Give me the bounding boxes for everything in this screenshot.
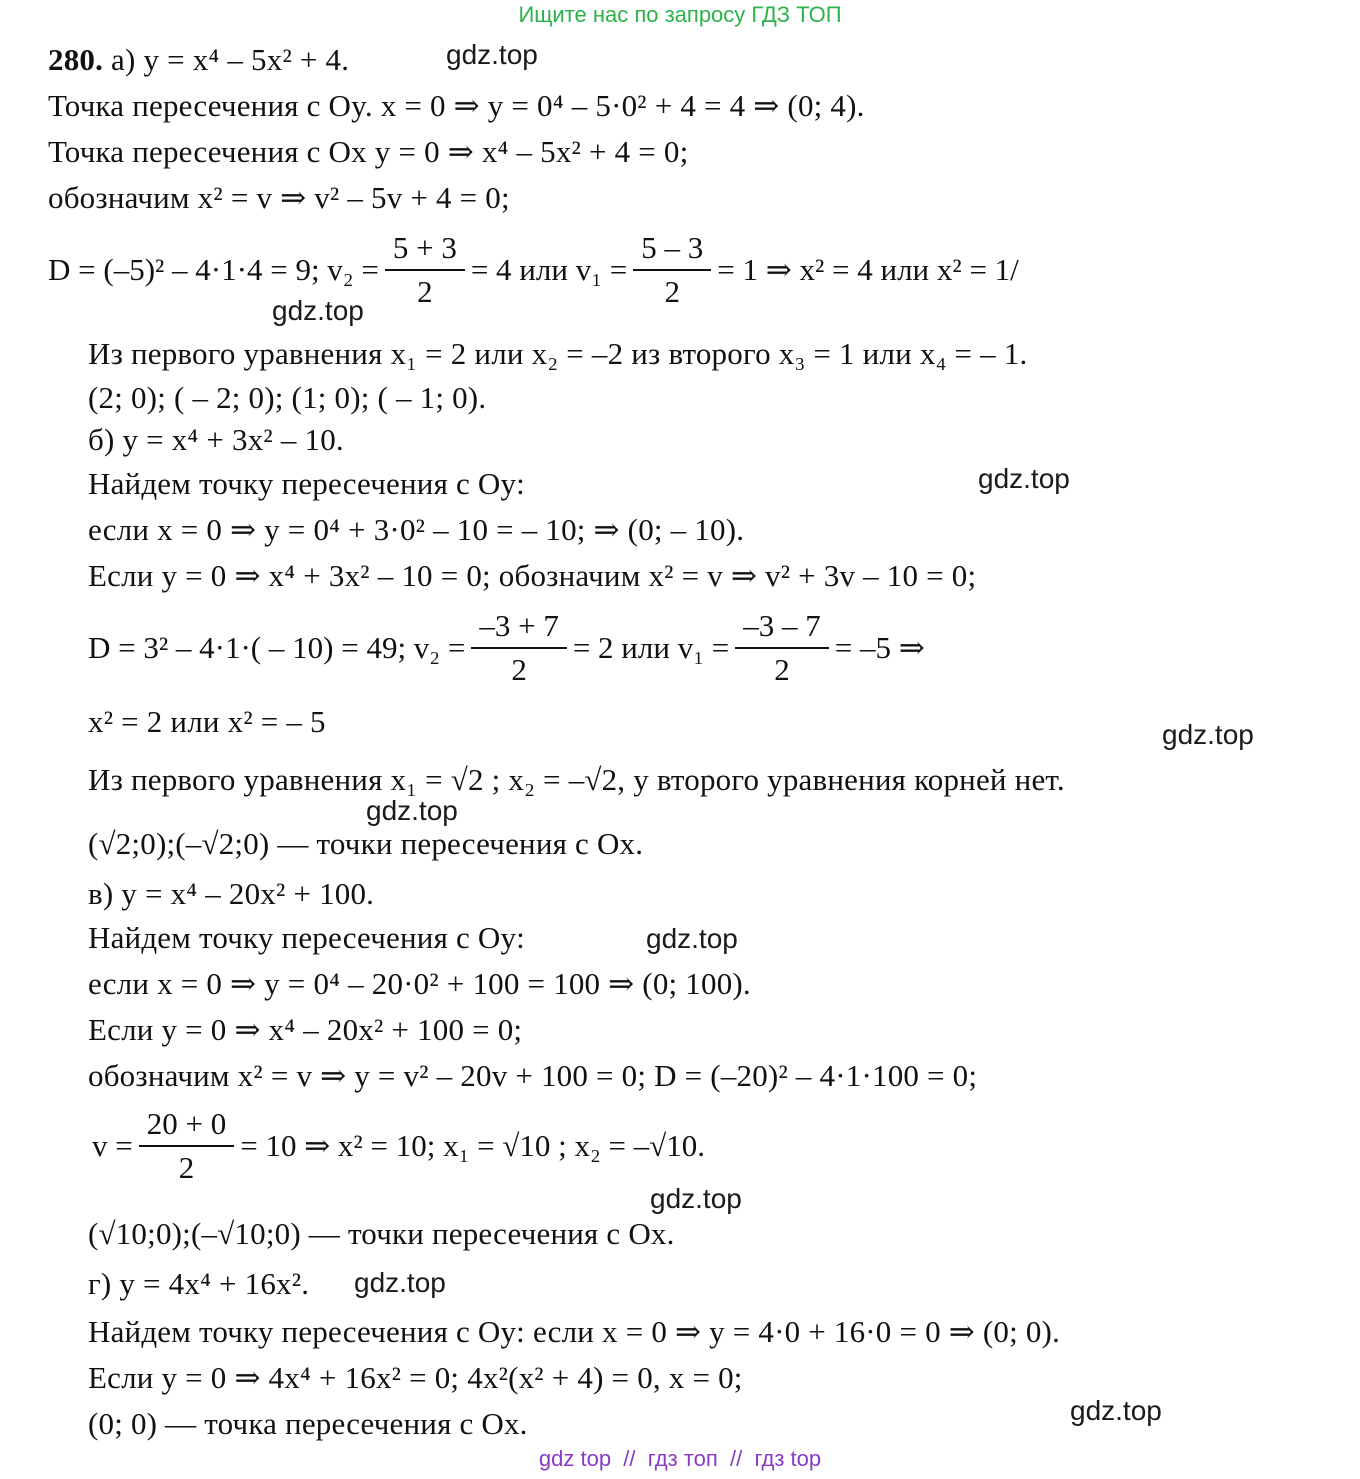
fraction-numerator: –3 – 7 <box>735 607 829 649</box>
top-banner: Ищите нас по запросу ГДЗ ТОП <box>518 2 842 27</box>
equation-text: = 10 ⇒ x² = 10; x₁ = √10 ; x₂ = –√10. <box>240 1128 706 1163</box>
watermark: gdz.top <box>1162 719 1254 750</box>
fraction-denominator: 2 <box>664 274 681 309</box>
part-a-line-6: (2; 0); ( – 2; 0); (1; 0); ( – 1; 0). <box>88 380 487 415</box>
part-a-line-5: Из первого уравнения x₁ = 2 или x₂ = –2 из второго x₃ = 1 или x₄ = – 1. <box>88 336 1028 371</box>
part-a-discriminant-equation <box>48 222 1019 318</box>
equation-text: D = (–5)² – 4·1·4 = 9; v₂ = <box>48 252 379 287</box>
part-b-line-2: если x = 0 ⇒ y = 0⁴ + 3·0² – 10 = – 10; ⇒ (0; – 10). <box>88 512 745 547</box>
fraction-numerator: 5 – 3 <box>633 229 711 271</box>
part-a-line-2: Точка пересечения с Ox y = 0 ⇒ x⁴ – 5x² + 4 = 0; <box>48 134 689 169</box>
watermark: gdz.top <box>366 795 458 826</box>
equation-text: = 4 или v₁ = <box>470 252 628 287</box>
watermark: gdz.top <box>646 923 738 954</box>
part-a-line-1: Точка пересечения с Oy. x = 0 ⇒ y = 0⁴ – 5·0² + 4 = 4 ⇒ (0; 4). <box>48 88 865 123</box>
part-b-line-5: x² = 2 или x² = – 5 <box>88 704 326 739</box>
part-g-title <box>88 1264 309 1304</box>
equation-text: = –5 ⇒ <box>834 630 925 665</box>
part-b-line-1: Найдем точку пересечения с Oy: <box>88 466 525 501</box>
equation-text: = 1 ⇒ x² = 4 или x² = 1/ <box>717 252 1019 287</box>
part-a-line-3: обозначим x² = v ⇒ v² – 5v + 4 = 0; <box>48 180 510 215</box>
part-b-line-7: (√2;0);(–√2;0) — точки пересечения с Ox. <box>88 826 644 861</box>
watermark: gdz.top <box>272 295 364 326</box>
fraction-denominator: 2 <box>511 652 527 687</box>
watermark: gdz.top <box>1070 1395 1162 1426</box>
part-b-title: б) y = x⁴ + 3x² – 10. <box>88 422 344 457</box>
part-a-title: а) y = x⁴ – 5x² + 4. <box>111 42 350 77</box>
part-v-line-1: Найдем точку пересечения с Oy: <box>88 920 525 955</box>
fraction-denominator: 2 <box>178 1150 195 1185</box>
fraction-denominator: 2 <box>774 652 790 687</box>
watermark: gdz.top <box>354 1267 446 1298</box>
part-b-discriminant-equation <box>88 600 925 696</box>
part-g-line-2: Если y = 0 ⇒ 4x⁴ + 16x² = 0; 4x²(x² + 4) = 0, x = 0; <box>88 1360 743 1395</box>
part-v-line-6: (√10;0);(–√10;0) — точки пересечения с Ox. <box>88 1216 675 1251</box>
bottom-banner: gdz top // гдз топ // гдз top <box>538 1446 822 1471</box>
fraction-numerator: –3 + 7 <box>471 607 566 649</box>
part-v-line-3: Если y = 0 ⇒ x⁴ – 20x² + 100 = 0; <box>88 1012 523 1047</box>
part-v-line-2: если x = 0 ⇒ y = 0⁴ – 20·0² + 100 = 100 ⇒ (0; 100). <box>88 966 751 1001</box>
problem-header <box>48 40 349 80</box>
fraction <box>735 607 829 689</box>
part-g-line-1: Найдем точку пересечения с Oy: если x = 0 ⇒ y = 4·0 + 16·0 = 0 ⇒ (0; 0). <box>88 1314 1061 1349</box>
fraction-denominator: 2 <box>417 274 433 309</box>
fraction-numerator: 20 + 0 <box>139 1105 234 1147</box>
problem-number: 280. <box>48 42 104 77</box>
watermark: gdz.top <box>978 463 1070 494</box>
fraction <box>385 229 465 311</box>
part-b-line-6: Из первого уравнения x₁ = √2 ; x₂ = –√2, у второго уравнения корней нет. <box>88 762 1065 797</box>
part-v-title: в) y = x⁴ – 20x² + 100. <box>88 876 375 911</box>
watermark: gdz.top <box>446 39 538 70</box>
part-v-root-equation <box>92 1098 705 1194</box>
equation-text: D = 3² – 4·1·( – 10) = 49; v₂ = <box>88 630 466 665</box>
equation-text: v = <box>92 1128 133 1163</box>
fraction <box>633 229 711 311</box>
part-v-line-4: обозначим x² = v ⇒ y = v² – 20v + 100 = 0; D = (–20)² – 4·1·100 = 0; <box>88 1058 978 1093</box>
equation-text: = 2 или v₁ = <box>572 630 730 665</box>
fraction <box>139 1105 234 1187</box>
part-b-line-3: Если y = 0 ⇒ x⁴ + 3x² – 10 = 0; обозначим x² = v ⇒ v² + 3v – 10 = 0; <box>88 558 977 593</box>
part-g-title-text: г) y = 4x⁴ + 16x². <box>88 1266 310 1301</box>
part-g-line-3: (0; 0) — точка пересечения с Ox. <box>88 1406 528 1441</box>
fraction-numerator: 5 + 3 <box>385 229 465 271</box>
fraction <box>471 607 566 689</box>
watermark: gdz.top <box>650 1183 742 1214</box>
